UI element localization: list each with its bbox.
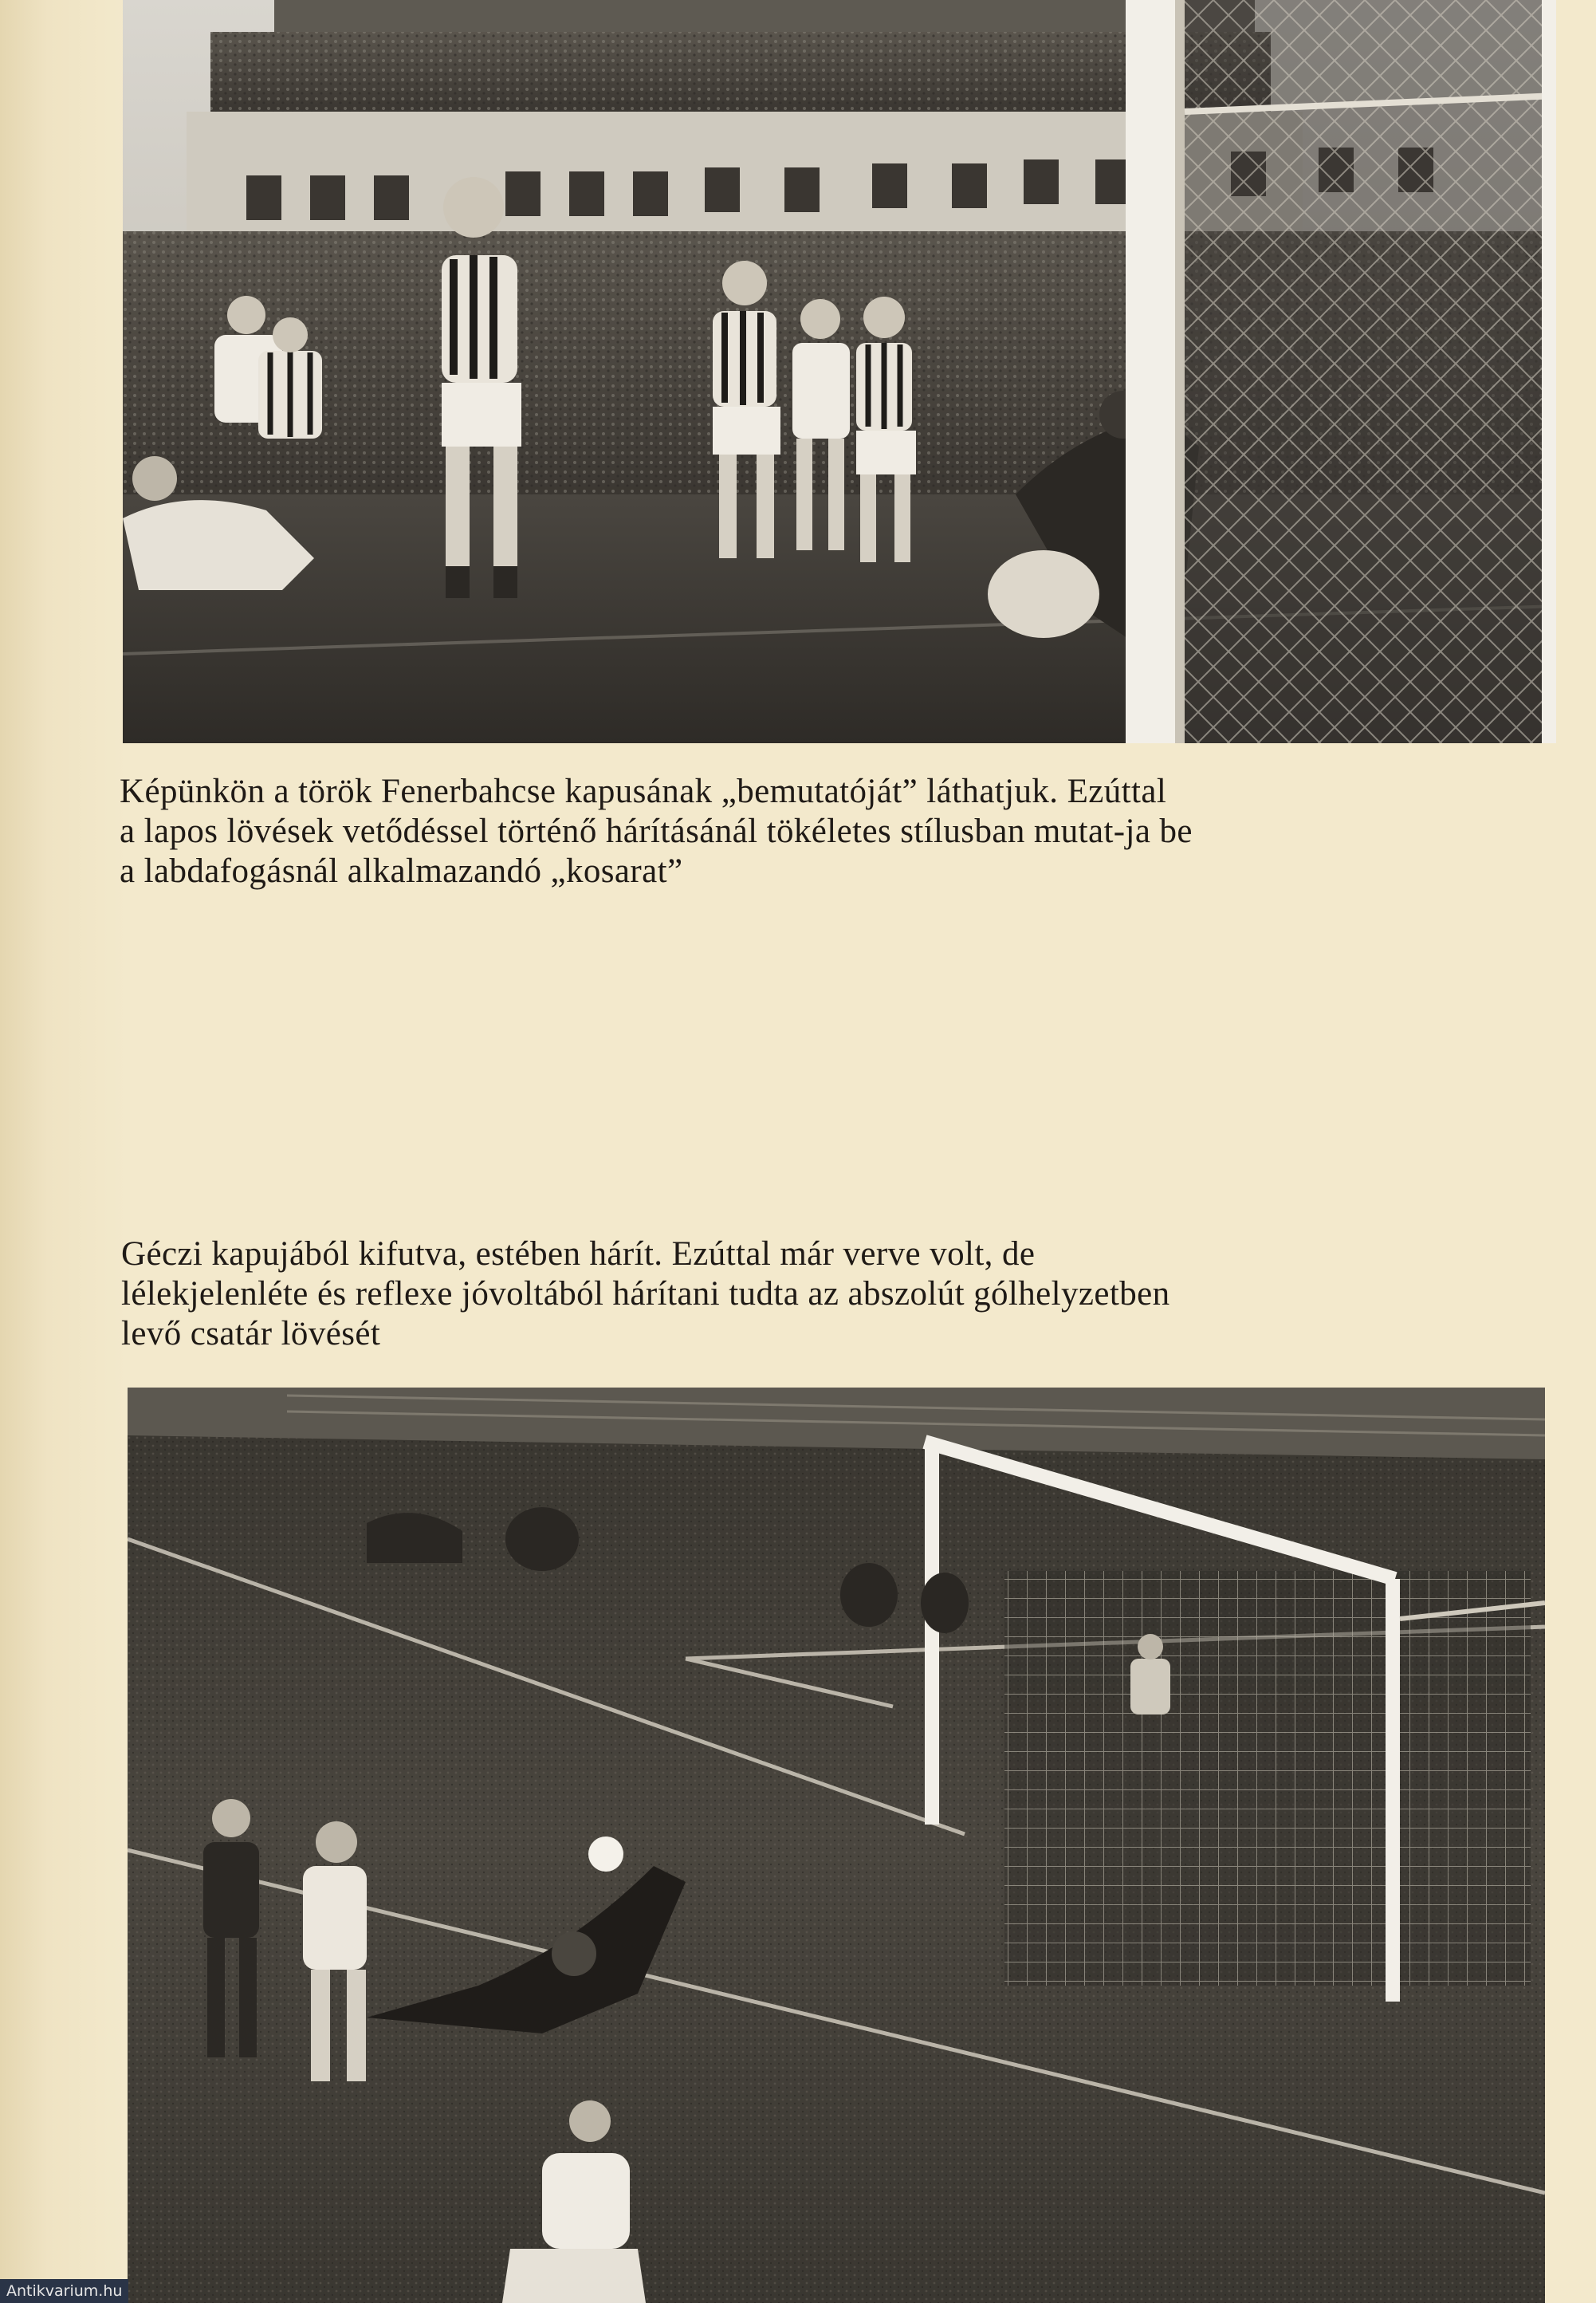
caption-1-line-1: Képünkön a török Fenerbahcse kapusának „bemutatóját” láthatjuk. Ezúttal	[120, 773, 1167, 810]
caption-goalkeeper-dive	[120, 772, 1193, 892]
caption-2-line-1: Géczi kapujából kifutva, estében hárít. Ezúttal már verve volt, de	[121, 1235, 1036, 1273]
caption-1-line-3: a labdafogásnál alkalmazandó „kosarat”	[120, 852, 683, 890]
watermark-label: Antikvarium.hu	[0, 2279, 128, 2303]
photo-goalkeeper-dive	[123, 0, 1556, 743]
caption-2-line-3: levő csatár lövését	[121, 1315, 381, 1352]
photo-geczi-save	[128, 1388, 1545, 2303]
caption-2-line-2: lélekjelenléte és reflexe jóvoltából hárítani tudta az abszolút gólhelyzetben	[121, 1275, 1170, 1313]
caption-geczi-save	[121, 1234, 1170, 1354]
caption-1-line-2: a lapos lövések vetődéssel történő hárításánál tökéletes stílusban mutat-ja be	[120, 813, 1193, 850]
